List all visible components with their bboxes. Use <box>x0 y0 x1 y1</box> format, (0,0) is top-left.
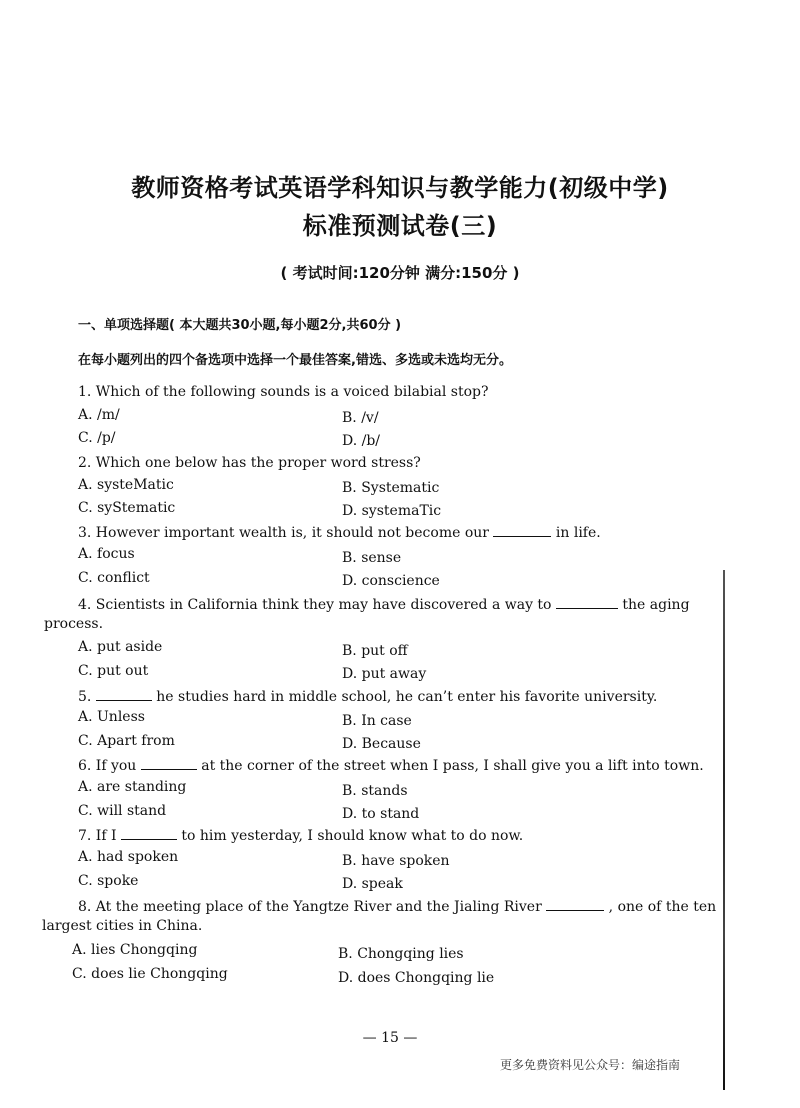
option-d: D. put away <box>342 666 427 682</box>
exam-title-line1: 教师资格考试英语学科知识与教学能力(初级中学) <box>131 174 669 202</box>
option-b: B. In case <box>342 713 412 729</box>
option-a: A. lies Chongqing <box>72 942 198 958</box>
stem-text: 6. If you <box>78 758 137 774</box>
section-heading: 一、单项选择题( 本大题共30小题,每小题2分,共60分 ) <box>78 318 402 333</box>
option-b: B. Chongqing lies <box>338 946 464 962</box>
option-c: C. put out <box>78 663 149 679</box>
stem-text: , one of the ten <box>608 899 717 915</box>
option-b: B. sense <box>342 550 402 566</box>
answer-blank <box>556 596 618 609</box>
scan-edge-line <box>723 570 725 1090</box>
question-stem-continued: process. <box>44 616 104 632</box>
stem-text: the aging <box>622 597 690 613</box>
question-stem: 1. Which of the following sounds is a voiced bilabial stop? <box>78 384 489 400</box>
question-stem-continued: largest cities in China. <box>42 918 203 934</box>
option-a: A. focus <box>78 546 135 562</box>
page-number: — 15 — <box>362 1030 418 1046</box>
stem-text: in life. <box>555 525 601 541</box>
option-a: A. had spoken <box>78 849 179 865</box>
stem-text: 5. <box>78 689 92 705</box>
option-b: B. stands <box>342 783 408 799</box>
option-a: A. Unless <box>78 709 145 725</box>
footer-note: 更多免费资料见公众号：编途指南 <box>500 1058 681 1072</box>
question-stem <box>78 688 657 705</box>
question-stem <box>78 898 716 915</box>
option-d: D. Because <box>342 736 421 752</box>
option-d: D. /b/ <box>342 433 381 449</box>
option-d: D. systemaTic <box>342 503 442 519</box>
option-d: D. to stand <box>342 806 420 822</box>
answer-blank <box>121 827 177 840</box>
option-c: C. /p/ <box>78 430 116 446</box>
option-a: A. are standing <box>78 779 187 795</box>
exam-title-line2: 标准预测试卷(三) <box>302 212 498 240</box>
option-c: C. spoke <box>78 873 139 889</box>
answer-blank <box>493 524 551 537</box>
exam-info: ( 考试时间:120分钟 满分:150分 ) <box>280 264 520 282</box>
stem-text: 7. If I <box>78 828 117 844</box>
stem-text: at the corner of the street when I pass, I shall give you a lift into town. <box>201 758 704 774</box>
option-d: D. does Chongqing lie <box>338 970 495 986</box>
option-b: B. have spoken <box>342 853 450 869</box>
option-b: B. /v/ <box>342 410 379 426</box>
option-c: C. conflict <box>78 570 150 586</box>
option-a: A. put aside <box>78 639 163 655</box>
option-a: A. /m/ <box>78 407 120 423</box>
question-stem: 2. Which one below has the proper word stress? <box>78 455 421 471</box>
option-d: D. conscience <box>342 573 440 589</box>
stem-text: 4. Scientists in California think they may have discovered a way to <box>78 597 552 613</box>
option-c: C. will stand <box>78 803 167 819</box>
option-c: C. syStematic <box>78 500 176 516</box>
option-c: C. Apart from <box>78 733 175 749</box>
option-d: D. speak <box>342 876 403 892</box>
answer-blank <box>141 757 197 770</box>
stem-text: 3. However important wealth is, it should not become our <box>78 525 489 541</box>
stem-text: 8. At the meeting place of the Yangtze River and the Jialing River <box>78 899 542 915</box>
question-stem <box>78 827 523 844</box>
question-stem <box>78 757 704 774</box>
stem-text: he studies hard in middle school, he can’t enter his favorite university. <box>156 689 658 705</box>
section-instruction: 在每小题列出的四个备选项中选择一个最佳答案,错选、多选或未选均无分。 <box>78 353 512 368</box>
option-b: B. Systematic <box>342 480 440 496</box>
stem-text: to him yesterday, I should know what to do now. <box>181 828 524 844</box>
answer-blank <box>96 688 152 701</box>
answer-blank <box>546 898 604 911</box>
option-b: B. put off <box>342 643 408 659</box>
question-stem <box>78 524 601 541</box>
option-c: C. does lie Chongqing <box>72 966 228 982</box>
option-a: A. systeMatic <box>78 477 174 493</box>
question-stem <box>78 596 690 613</box>
